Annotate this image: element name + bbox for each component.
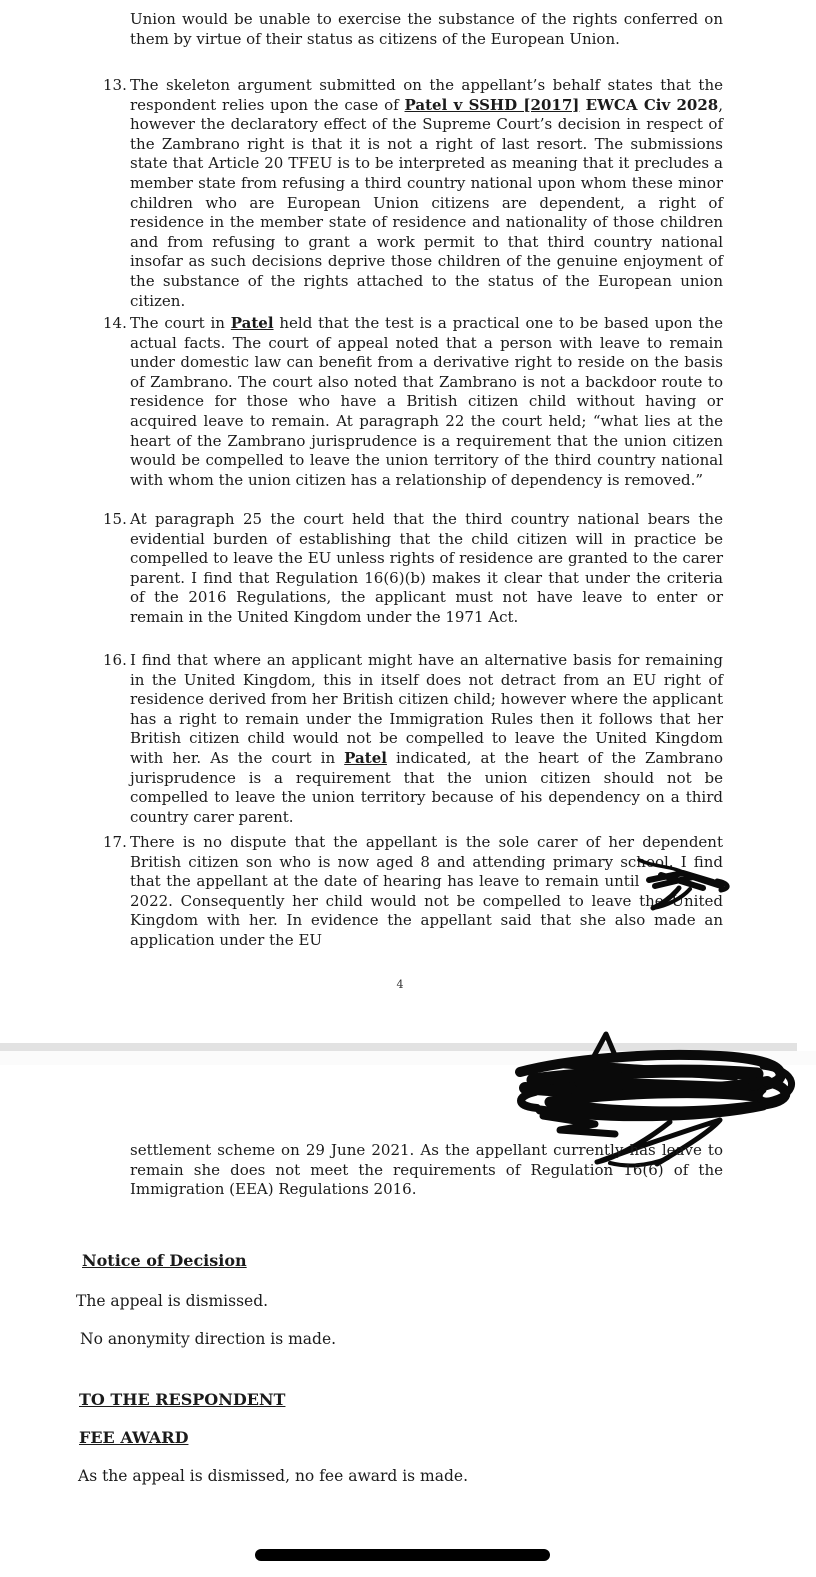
numbered-paragraph-17 [103, 833, 723, 951]
paragraph-16-lead: I find that where an applicant might have an alternative basis for remaining in the United Kingdom, this in itself does not detract from an EU right of residence derived from her British citizen child; however where the applicant has a right to remain under the Immigration Rules then it follows that her British citizen child would not be compelled to leave the United Kingdom with her. As the court in [130, 651, 723, 767]
numbered-paragraph-16 [103, 651, 723, 827]
paragraph-12-continuation: Union would be unable to exercise the substance of the rights conferred on them by virtue of their status as citizens of the European Union. [130, 10, 723, 48]
paragraph-text [130, 314, 723, 490]
paragraph-17-lead: There is no dispute that the appellant is the sole carer of her dependent British citizen son who is now aged 8 and attending primary school. I find that the appellant at the date of hearing has leave to remain until [130, 833, 723, 891]
fee-award-heading: FEE AWARD [79, 1428, 189, 1447]
numbered-paragraph-15 [103, 510, 723, 628]
notice-of-decision-heading: Notice of Decision [82, 1251, 247, 1270]
case-citation-patel-v-sshd: Patel v SSHD [2017] [404, 95, 580, 114]
paragraph-text: At paragraph 25 the court held that the third country national bears the evidential burden of establishing that the child citizen will in practice be compelled to leave the EU unless rights of residence are granted to the carer parent. I find that Regulation 16(6)(b) makes it clear that under the criteria of the 2016 Regulations, the applicant must not have leave to enter or remain in the United Kingdom under the 1971 Act. [130, 510, 723, 626]
paragraph-number: 13. [103, 76, 127, 94]
paragraph-17-rest: 2022. Consequently her child would not be compelled to leave the United Kingdom with her. In evidence the appellant said that she also made an application under the EU [130, 891, 723, 949]
paragraph-13-lead: The skeleton argument submitted on the appellant’s behalf states that the respondent relies upon the case of [130, 76, 723, 114]
paragraph-number: 16. [103, 651, 127, 669]
paragraph-text [130, 651, 723, 827]
to-the-respondent-heading: TO THE RESPONDENT [79, 1390, 286, 1409]
paragraph-14-lead: The court in [130, 314, 231, 332]
decision-text: The appeal is dismissed. [76, 1292, 269, 1310]
case-citation-patel: Patel [230, 314, 274, 332]
paragraph-number: 17. [103, 833, 127, 851]
scribble-redaction-date [645, 873, 723, 888]
numbered-paragraph-14 [103, 314, 723, 490]
paragraph-13-rest: , however the declaratory effect of the Supreme Court’s decision in respect of the Zambrano right is that it is not a right of last resort. The submissions state that Article 20 TFEU is to be interpreted as meaning that it precludes a member state from refusing a third country national upon whom these minor children who are European Union citizens are dependent, a right of residence in the member state of residence and nationality of those children and from refusing to grant a work permit to that third country national insofar as such decisions deprive those children of the genuine enjoyment of the substance of the rights attached to the status of the European union citizen. [130, 95, 723, 310]
paragraph-text [130, 76, 723, 311]
paragraph-17-continuation: settlement scheme on 29 June 2021. As the appellant currently has leave to remain she does not meet the requirements of Regulation 16(6) of the Immigration (EEA) Regulations 2016. [130, 1141, 723, 1199]
paragraph-number: 14. [103, 314, 127, 332]
fee-award-text: As the appeal is dismissed, no fee award is made. [78, 1467, 469, 1485]
paragraph-14-rest: held that the test is a practical one to be based upon the actual facts. The court of appeal noted that a person with leave to remain under domestic law can benefit from a derivative right to reside on the basis of Zambrano. The court also noted that Zambrano is not a backdoor route to residence for those who have a British citizen child without having or acquired leave to remain. At paragraph 22 the court held; “what lies at the heart of the Zambrano jurisprudence is a requirement that the union citizen would be compelled to leave the union territory of the third country national with whom the union citizen has a relationship of dependency is removed.” [130, 314, 723, 489]
case-citation-patel: Patel [344, 748, 387, 767]
paragraph-number: 15. [103, 510, 127, 528]
case-citation-ewca: EWCA Civ 2028 [579, 95, 719, 114]
anonymity-direction-text: No anonymity direction is made. [80, 1330, 337, 1348]
page-number: 4 [396, 978, 404, 991]
paragraph-text [130, 833, 723, 951]
home-indicator-bar[interactable] [255, 1549, 550, 1561]
paragraph-16-rest: indicated, at the heart of the Zambrano jurisprudence is a requirement that the union citizen should not be compelled to leave the union territory because of his dependency on a third country carer parent. [130, 748, 723, 826]
numbered-paragraph-13 [103, 76, 723, 311]
